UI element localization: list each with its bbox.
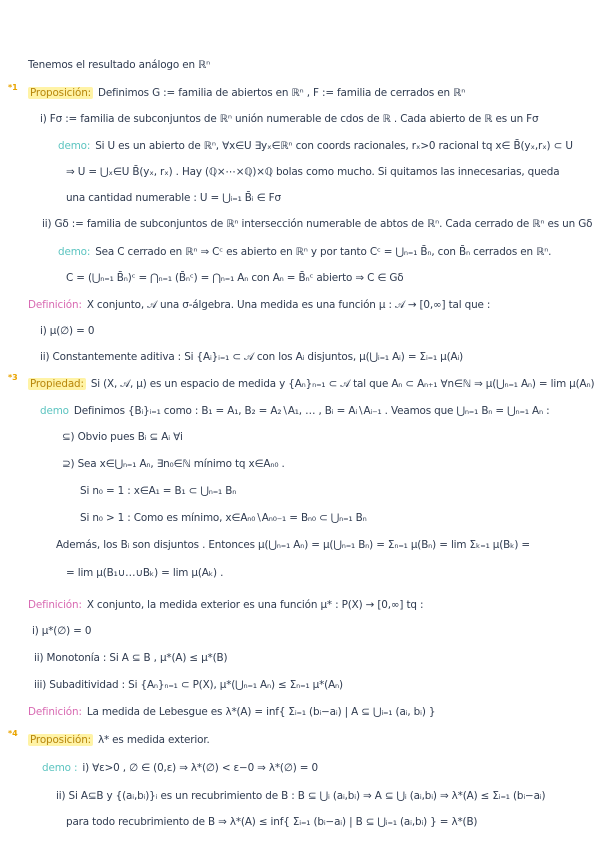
- demo-disjoint: [56, 538, 530, 552]
- outer-item-i: [32, 624, 91, 638]
- line-text: Definimos {Bᵢ}ᵢ₌₁ como : B₁ = A₁, B₂ = A₂∖A₁, … , Bᵢ = Aᵢ∖Aᵢ₋₁ . Veamos que ⋃ₙ₌₁ Bₙ = ⋃ₙ₌₁ Aₙ :: [73, 405, 550, 417]
- star-marker: *4: [8, 729, 18, 738]
- definition-outer-measure: [28, 598, 423, 612]
- property-continuity: [28, 377, 594, 391]
- line-text: ii) Monotonía : Si A ⊆ B , μ*(A) ≤ μ*(B): [34, 652, 228, 664]
- line-text: = lim μ(B₁∪…∪Bₖ) = lim μ(Aₖ) .: [66, 567, 224, 579]
- demo-label: demo:: [58, 140, 91, 152]
- definicion-label: Definición:: [28, 299, 82, 311]
- line-text: Tenemos el resultado análogo en ℝⁿ: [28, 59, 211, 71]
- demo-limit: [66, 566, 223, 580]
- demo-subset: [62, 430, 183, 444]
- demo-lebesgue-ii-cont: [66, 815, 477, 829]
- measure-item-ii: [40, 350, 463, 364]
- line-text: Si n₀ = 1 : x∈A₁ = B₁ ⊂ ⋃ₙ₌₁ Bₙ: [80, 485, 237, 497]
- measure-item-i: [40, 324, 94, 338]
- line-text: Si U es un abierto de ℝⁿ, ∀x∈U ∃yₓ∈ℝⁿ con coords racionales, rₓ>0 racional tq x∈ B̄(yₓ,rₓ) ⊂ U: [95, 140, 573, 152]
- line-text: ii) Gδ := familia de subconjuntos de ℝⁿ intersección numerable de abtos de ℝⁿ. Cada cerrado de ℝⁿ es un Gδ: [42, 218, 593, 230]
- line-text: ii) Si A⊆B y {(aᵢ,bᵢ)}ᵢ es un recubrimiento de B : B ⊆ ⋃ᵢ (aᵢ,bᵢ) ⇒ A ⊆ ⋃ᵢ (aᵢ,bᵢ) ⇒ λ*(A) ≤ Σᵢ₌₁ (bᵢ−aᵢ): [56, 790, 546, 802]
- line-text: i) Fσ := familia de subconjuntos de ℝⁿ unión numerable de cdos de ℝ . Cada abierto de ℝ es un Fσ: [40, 113, 539, 125]
- demo-label: demo:: [58, 246, 91, 258]
- demo-superset: [62, 457, 285, 471]
- line-text: Si n₀ > 1 : Como es mínimo, x∈Aₙ₀∖Aₙ₀₋₁ = Bₙ₀ ⊂ ⋃ₙ₌₁ Bₙ: [80, 512, 367, 524]
- star-marker: *3: [8, 373, 18, 382]
- line-text: una cantidad numerable : U = ⋃ᵢ₌₁ B̄ᵢ ∈ Fσ: [66, 192, 281, 204]
- demo-lebesgue-i: [42, 761, 318, 775]
- propiedad-label: Propiedad:: [30, 378, 84, 390]
- demo-g-delta: [58, 245, 551, 259]
- item-g-delta: [42, 217, 592, 231]
- line-text: Si (X, 𝒜, μ) es un espacio de medida y {Aₙ}ₙ₌₁ ⊂ 𝒜 tal que Aₙ ⊂ Aₙ₊₁ ∀n∈ℕ ⇒ μ(⋃ₙ₌₁ Aₙ) = lim μ(Aₙ): [90, 378, 595, 390]
- line-text: La medida de Lebesgue es λ*(A) = inf{ Σᵢ₌₁ (bᵢ−aᵢ) | A ⊆ ⋃ᵢ₌₁ (aᵢ, bᵢ) }: [86, 706, 436, 718]
- line-text: Sea C cerrado en ℝⁿ ⇒ Cᶜ es abierto en ℝⁿ y por tanto Cᶜ = ⋃ₙ₌₁ B̄ₙ, con B̄ₙ cerrados en ℝⁿ.: [95, 246, 552, 258]
- definicion-label: Definición:: [28, 599, 82, 611]
- proposicion-label: Proposición:: [30, 734, 91, 746]
- star-marker: *1: [8, 83, 18, 92]
- line-text: para todo recubrimiento de B ⇒ λ*(A) ≤ inf{ Σᵢ₌₁ (bᵢ−aᵢ) | B ⊆ ⋃ᵢ₌₁ (aᵢ,bᵢ) } = λ*(B): [66, 816, 478, 828]
- demo-continuity: [40, 404, 549, 418]
- line-text: ⊆) Obvio pues Bᵢ ⊆ Aᵢ ∀i: [62, 431, 183, 443]
- line-text: C = (⋃ₙ₌₁ B̄ₙ)ᶜ = ⋂ₙ₌₁ (B̄ₙᶜ) = ⋂ₙ₌₁ Aₙ con Aₙ = B̄ₙᶜ abierto ⇒ C ∈ Gδ: [66, 272, 404, 284]
- line-text: Definimos G := familia de abiertos en ℝⁿ , F := familia de cerrados en ℝⁿ: [97, 87, 466, 99]
- line-text: i) μ*(∅) = 0: [32, 625, 92, 637]
- demo-case-one: [80, 484, 236, 498]
- outer-item-ii: [34, 651, 227, 665]
- proposition-families: [28, 86, 465, 100]
- definition-lebesgue: [28, 705, 435, 719]
- demo-g-delta-cont: [66, 271, 404, 285]
- proposicion-label: Proposición:: [30, 87, 91, 99]
- demo-f-sigma-end: [66, 191, 281, 205]
- demo-lebesgue-ii: [56, 789, 545, 803]
- demo-label: demo: [40, 405, 69, 417]
- item-f-sigma: [40, 112, 538, 126]
- demo-case-greater: [80, 511, 367, 525]
- line-text: ii) Constantemente aditiva : Si {Aᵢ}ᵢ₌₁ ⊂ 𝒜 con los Aᵢ disjuntos, μ(⋃ᵢ₌₁ Aᵢ) = Σᵢ₌₁ μ(Aᵢ): [40, 351, 464, 363]
- line-text: λ* es medida exterior.: [97, 734, 210, 746]
- demo-label: demo :: [42, 762, 78, 774]
- line-text: X conjunto, la medida exterior es una función μ* : P(X) → [0,∞] tq :: [86, 599, 424, 611]
- demo-f-sigma: [58, 139, 573, 153]
- outer-item-iii: [34, 678, 343, 692]
- line-text: Además, los Bᵢ son disjuntos . Entonces μ(⋃ₙ₌₁ Aₙ) = μ(⋃ₙ₌₁ Bₙ) = Σₙ₌₁ μ(Bₙ) = lim Σₖ₌₁ μ(Bₖ) =: [56, 539, 530, 551]
- proposition-lebesgue: [28, 733, 210, 747]
- line-text: iii) Subaditividad : Si {Aₙ}ₙ₌₁ ⊂ P(X), μ*(⋃ₙ₌₁ Aₙ) ≤ Σₙ₌₁ μ*(Aₙ): [34, 679, 343, 691]
- intro-line: [28, 58, 210, 72]
- line-text: ⇒ U = ⋃ₓ∈U B̄(yₓ, rₓ) . Hay (ℚ×⋯×ℚ)×ℚ bolas como mucho. Si quitamos las innecesarias, queda: [66, 166, 560, 178]
- line-text: i) μ(∅) = 0: [40, 325, 95, 337]
- demo-f-sigma-cont: [66, 165, 559, 179]
- definition-measure: [28, 298, 490, 312]
- line-text: X conjunto, 𝒜 una σ-álgebra. Una medida es una función μ : 𝒜 → [0,∞] tal que :: [86, 299, 491, 311]
- line-text: i) ∀ε>0 , ∅ ∈ (0,ε) ⇒ λ*(∅) < ε−0 ⇒ λ*(∅) = 0: [82, 762, 318, 774]
- definicion-label: Definición:: [28, 706, 82, 718]
- line-text: ⊇) Sea x∈⋃ₙ₌₁ Aₙ, ∃n₀∈ℕ mínimo tq x∈Aₙ₀ .: [62, 458, 285, 470]
